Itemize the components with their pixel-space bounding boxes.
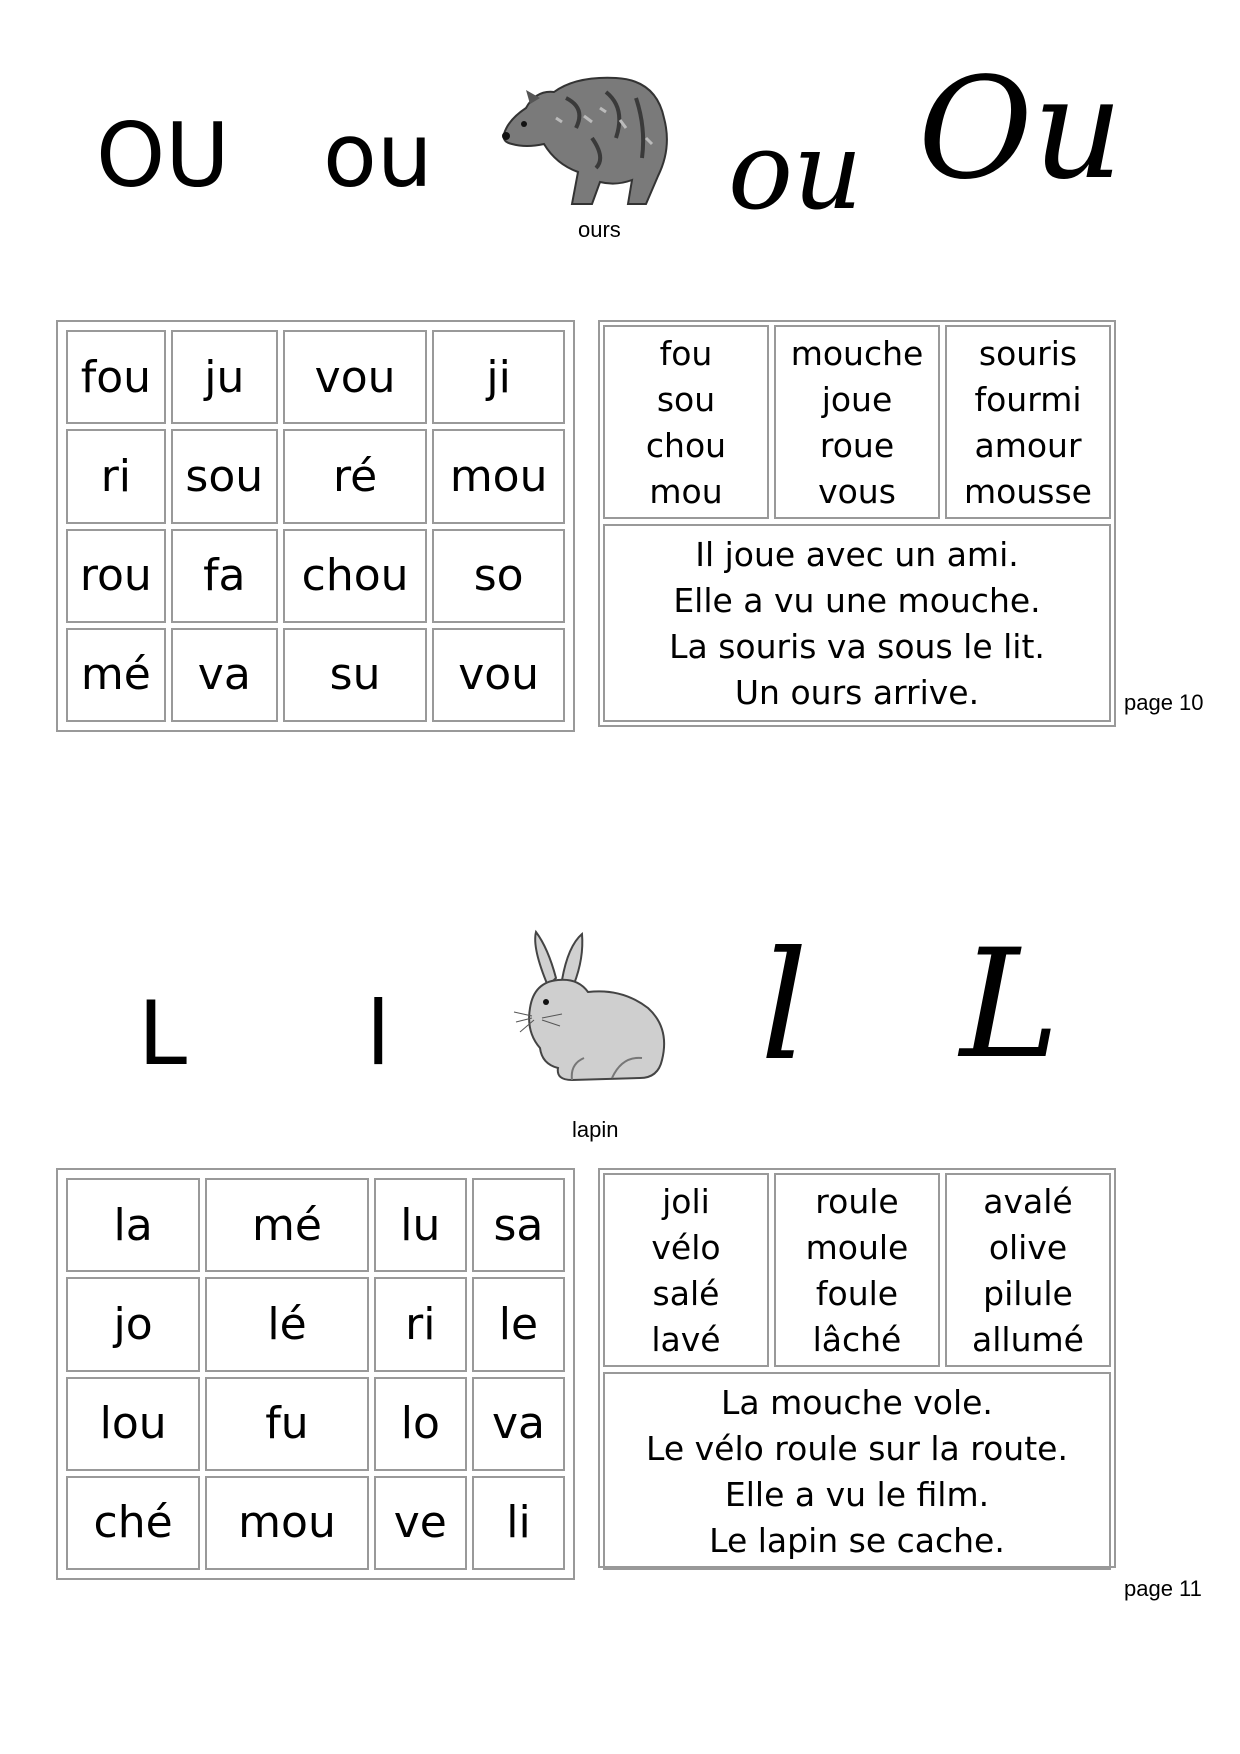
sentence: Elle a vu une mouche. bbox=[673, 581, 1041, 620]
syllable-cell: lou bbox=[66, 1377, 200, 1471]
syllable-cell: va bbox=[171, 628, 278, 722]
sentence: Elle a vu le film. bbox=[724, 1475, 990, 1514]
letter-lower-script: ou bbox=[728, 109, 863, 234]
syllable-cell: ché bbox=[66, 1476, 200, 1570]
letter-lower-print: ou bbox=[323, 104, 433, 207]
syllable-cell: li bbox=[472, 1476, 565, 1570]
syllable-cell: su bbox=[283, 628, 427, 722]
sentence: La mouche vole. bbox=[721, 1383, 993, 1422]
word-column bbox=[945, 1173, 1111, 1367]
letter-lower-script: l bbox=[760, 920, 808, 1094]
syllable-cell: rou bbox=[66, 529, 166, 623]
syllable-cell: so bbox=[432, 529, 565, 623]
syllable-cell: sa bbox=[472, 1178, 565, 1272]
word-column bbox=[774, 1173, 940, 1367]
syllable-cell: vou bbox=[432, 628, 565, 722]
syllable-cell: le bbox=[472, 1277, 565, 1371]
word-column bbox=[774, 325, 940, 519]
syllable-cell: ji bbox=[432, 330, 565, 424]
syllable-cell: mé bbox=[205, 1178, 368, 1272]
sentences-box bbox=[603, 524, 1111, 722]
word: vélo bbox=[651, 1228, 721, 1267]
syllable-cell: mou bbox=[205, 1476, 368, 1570]
word: avalé bbox=[983, 1182, 1073, 1221]
syllable-cell: ré bbox=[283, 429, 427, 523]
words-box bbox=[598, 1168, 1116, 1568]
word: lavé bbox=[651, 1320, 721, 1359]
syllable-cell: lé bbox=[205, 1277, 368, 1371]
word: mouche bbox=[790, 334, 924, 373]
word-column bbox=[603, 325, 769, 519]
bear-icon bbox=[496, 68, 676, 210]
syllable-grid bbox=[56, 1168, 575, 1580]
sentence: Il joue avec un ami. bbox=[695, 535, 1019, 574]
letter-lower-print: l bbox=[366, 982, 391, 1085]
syllable-cell: ju bbox=[171, 330, 278, 424]
word: lâché bbox=[812, 1320, 902, 1359]
sentence: Un ours arrive. bbox=[734, 673, 980, 712]
syllable-cell: jo bbox=[66, 1277, 200, 1371]
word-column bbox=[945, 325, 1111, 519]
word: mou bbox=[649, 472, 723, 511]
page-number: page 10 bbox=[1124, 690, 1204, 715]
word: moule bbox=[805, 1228, 909, 1267]
syllable-cell: fou bbox=[66, 330, 166, 424]
word: salé bbox=[652, 1274, 720, 1313]
page-number: page 11 bbox=[1124, 1576, 1202, 1601]
word-column bbox=[603, 1173, 769, 1367]
syllable-cell: lu bbox=[374, 1178, 467, 1272]
syllable-cell: ri bbox=[66, 429, 166, 523]
word: mousse bbox=[964, 472, 1092, 511]
word: olive bbox=[988, 1228, 1068, 1267]
image-caption: ours bbox=[578, 217, 621, 242]
sentences-box bbox=[603, 1372, 1111, 1570]
syllable-cell: va bbox=[472, 1377, 565, 1471]
sentence: Le vélo roule sur la route. bbox=[646, 1429, 1068, 1468]
syllable-cell: fa bbox=[171, 529, 278, 623]
sentence: La souris va sous le lit. bbox=[669, 627, 1045, 666]
syllable-cell: fu bbox=[205, 1377, 368, 1471]
syllable-cell: vou bbox=[283, 330, 427, 424]
word: fourmi bbox=[974, 380, 1082, 419]
syllable-cell: la bbox=[66, 1178, 200, 1272]
letter-upper-script: Ou bbox=[918, 48, 1123, 211]
word: amour bbox=[974, 426, 1082, 465]
word: roule bbox=[815, 1182, 899, 1221]
letter-upper-print: L bbox=[138, 982, 188, 1085]
syllable-cell: sou bbox=[171, 429, 278, 523]
word: chou bbox=[645, 426, 727, 465]
letter-upper-script: L bbox=[960, 918, 1060, 1092]
word: allumé bbox=[972, 1320, 1084, 1359]
syllable-grid bbox=[56, 320, 575, 732]
letter-upper-print: OU bbox=[96, 104, 230, 207]
image-caption: lapin bbox=[572, 1117, 619, 1142]
word: joue bbox=[821, 380, 893, 419]
word: foule bbox=[815, 1274, 899, 1313]
syllable-cell: lo bbox=[374, 1377, 467, 1471]
word: vous bbox=[818, 472, 896, 511]
word: roue bbox=[819, 426, 895, 465]
syllable-cell: ve bbox=[374, 1476, 467, 1570]
word: fou bbox=[659, 334, 713, 373]
word: pilule bbox=[983, 1274, 1073, 1313]
syllable-cell: ri bbox=[374, 1277, 467, 1371]
sentence: Le lapin se cache. bbox=[709, 1521, 1005, 1560]
words-box bbox=[598, 320, 1116, 727]
syllable-cell: mé bbox=[66, 628, 166, 722]
syllable-cell: chou bbox=[283, 529, 427, 623]
syllable-cell: mou bbox=[432, 429, 565, 523]
word: joli bbox=[662, 1182, 710, 1221]
word: sou bbox=[656, 380, 716, 419]
rabbit-icon bbox=[512, 928, 672, 1086]
word: souris bbox=[978, 334, 1078, 373]
